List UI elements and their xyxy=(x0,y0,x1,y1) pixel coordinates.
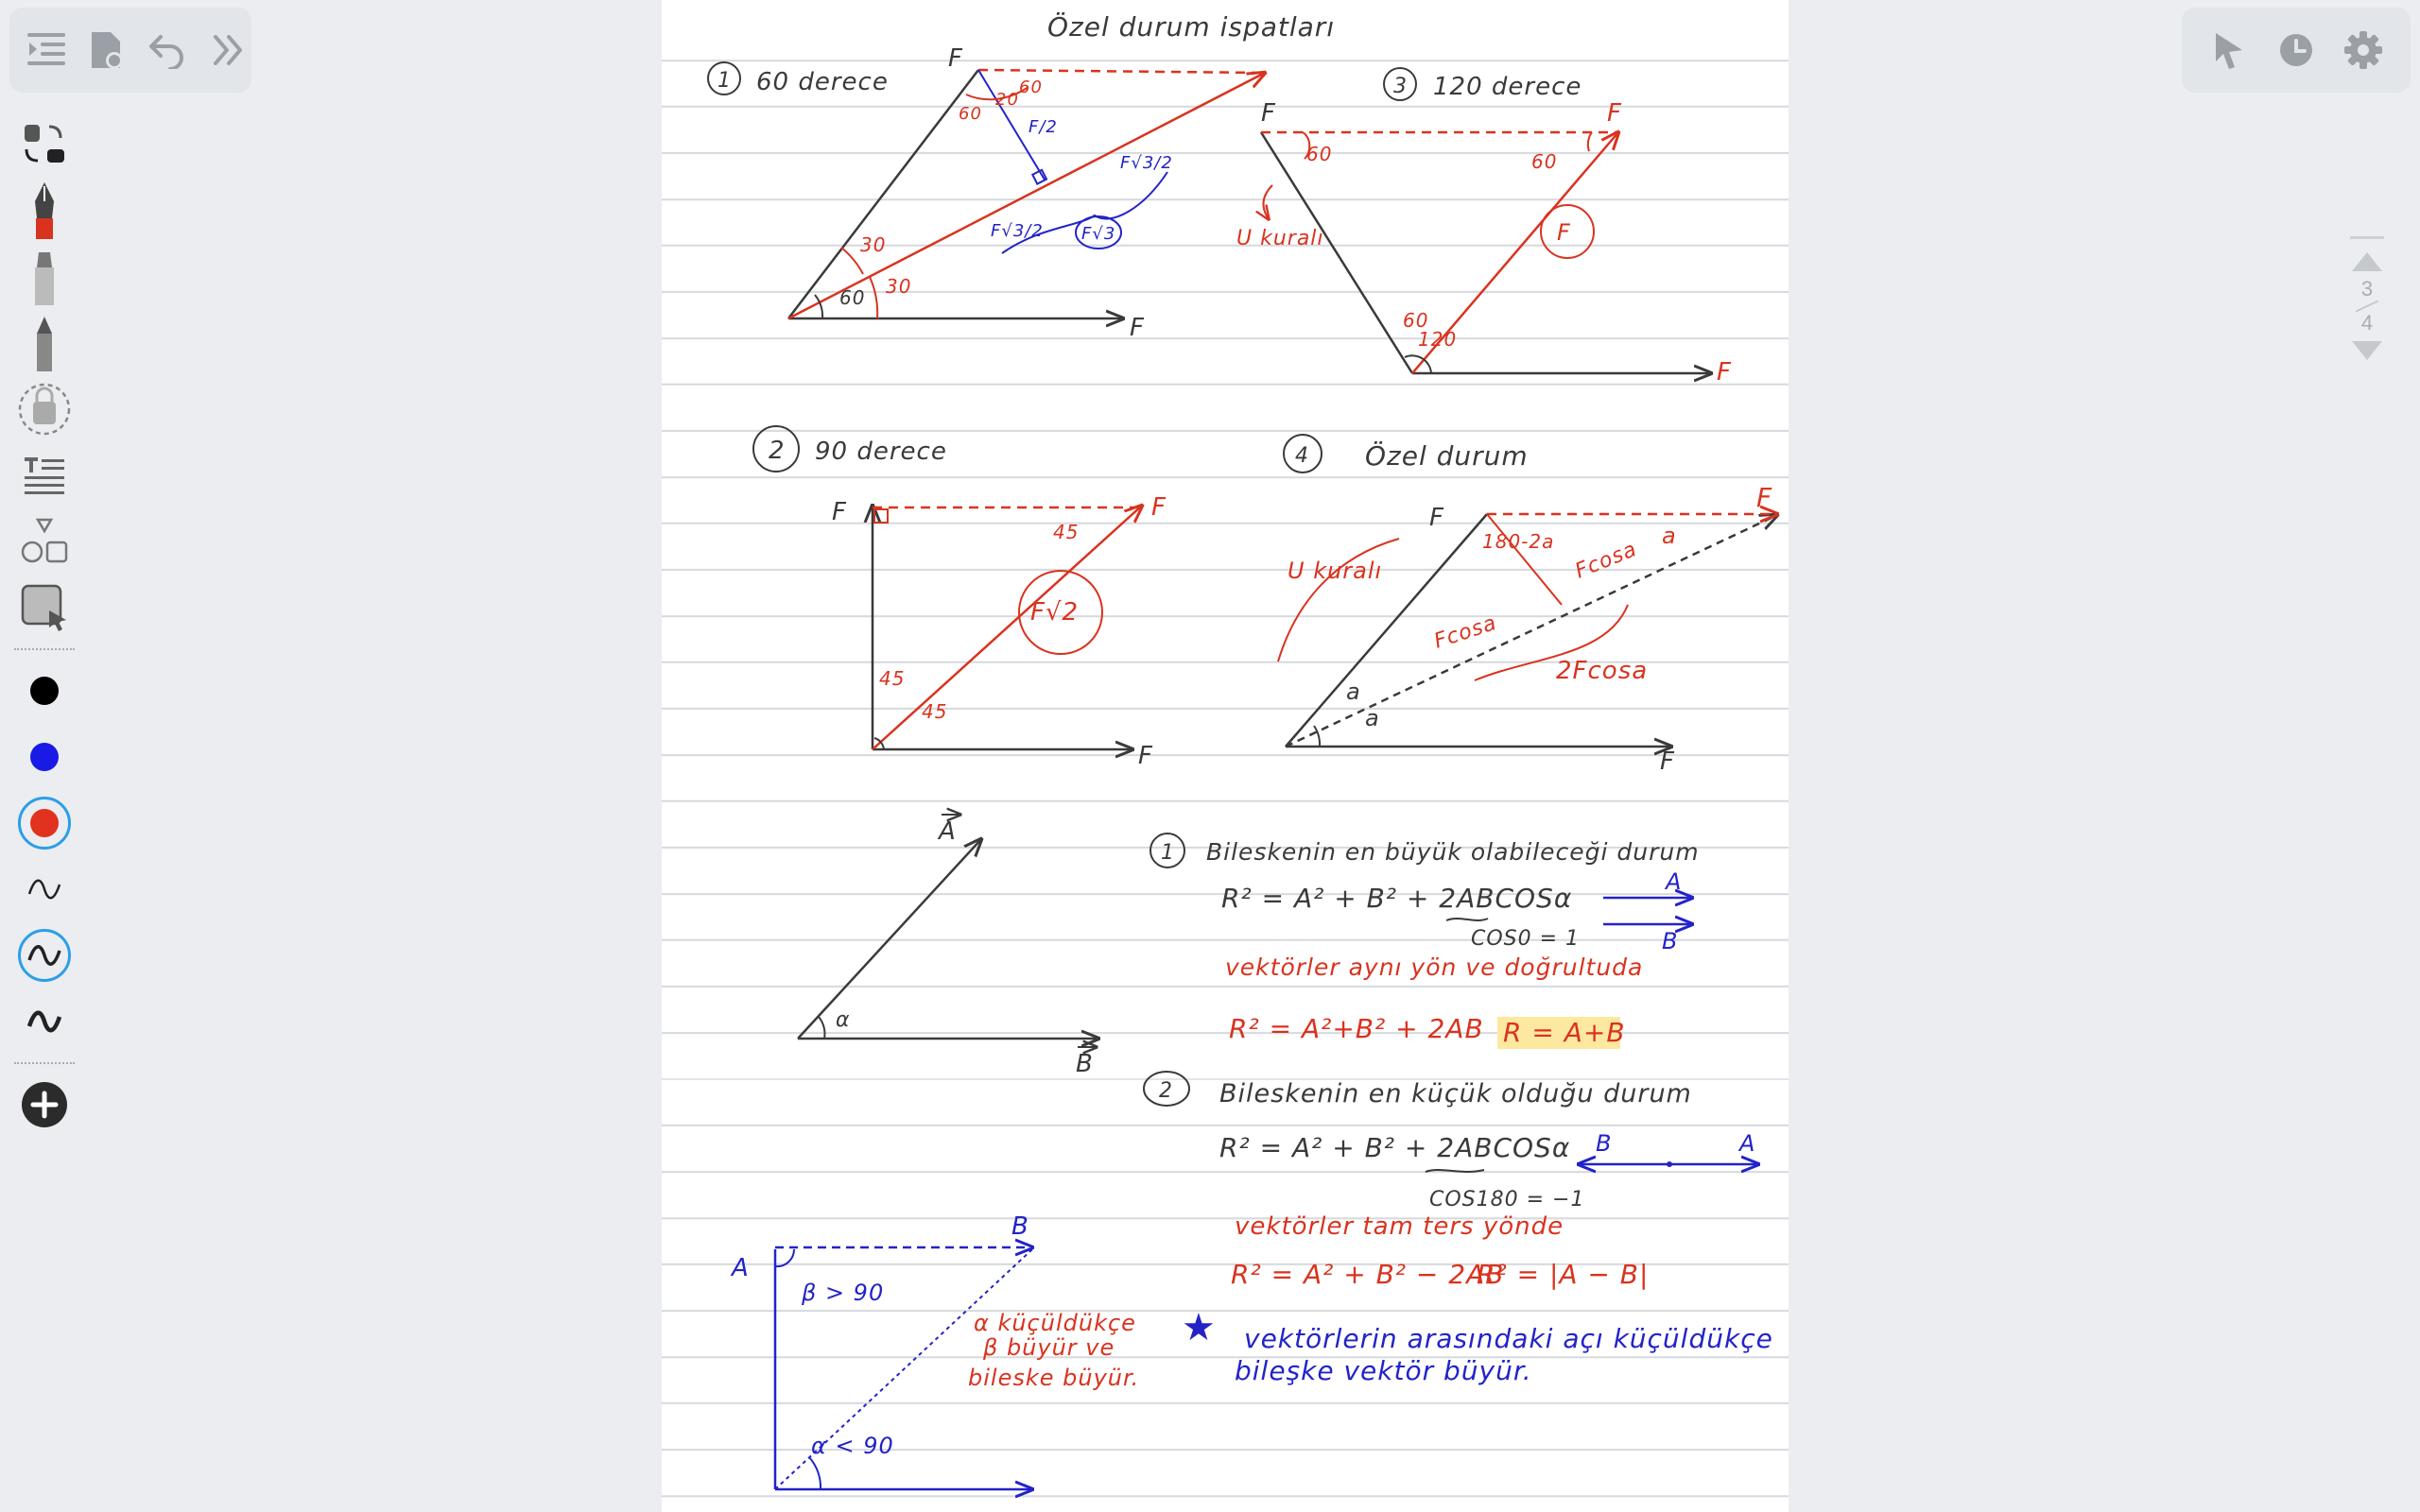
color-black-swatch[interactable] xyxy=(14,661,75,721)
tool-rail xyxy=(9,112,79,1512)
svg-text:B: B xyxy=(1011,1212,1029,1241)
svg-text:2Fcosa: 2Fcosa xyxy=(1556,657,1649,685)
svg-text:R = A+B: R = A+B xyxy=(1503,1017,1626,1048)
svg-text:30: 30 xyxy=(886,275,912,298)
svg-text:60: 60 xyxy=(959,104,982,124)
svg-text:vektörler tam ters yönde: vektörler tam ters yönde xyxy=(1235,1212,1564,1241)
svg-text:R² = A² + B² + 2ABCOSα: R² = A² + B² + 2ABCOSα xyxy=(1219,1132,1571,1163)
svg-text:1: 1 xyxy=(1161,841,1175,865)
svg-text:F: F xyxy=(1717,358,1732,387)
stroke-medium-icon[interactable] xyxy=(14,925,75,986)
current-page: 3 xyxy=(2360,277,2374,301)
svg-text:90 derece: 90 derece xyxy=(815,438,947,466)
total-pages: 4 xyxy=(2360,311,2374,335)
color-red-swatch[interactable] xyxy=(14,793,75,853)
svg-text:F√3/2: F√3/2 xyxy=(991,221,1044,241)
lasso-icon[interactable] xyxy=(14,379,75,439)
pointer-icon[interactable] xyxy=(2204,26,2254,75)
stroke-thin-icon[interactable] xyxy=(14,859,75,919)
expand-icon[interactable] xyxy=(204,26,251,75)
s1-heading: 60 derece xyxy=(756,68,889,96)
page-navigator xyxy=(2341,223,2394,403)
top-right-toolbar xyxy=(2182,8,2411,93)
handwritten-notes xyxy=(662,0,1789,1512)
case-max-resultant xyxy=(1150,833,1700,1049)
svg-text:bileşke vektör büyür.: bileşke vektör büyür. xyxy=(1235,1355,1532,1386)
svg-text:Fcosa: Fcosa xyxy=(1571,537,1641,584)
fountain-pen-icon[interactable] xyxy=(14,180,75,241)
svg-text:60: 60 xyxy=(839,286,866,309)
svg-text:F: F xyxy=(1557,219,1571,246)
svg-text:β büyür ve: β büyür ve xyxy=(983,1334,1115,1361)
svg-text:2: 2 xyxy=(769,437,786,465)
section-special-case xyxy=(1278,435,1777,776)
svg-text:β > 90: β > 90 xyxy=(802,1280,885,1306)
undo-icon[interactable] xyxy=(144,26,191,75)
svg-text:45: 45 xyxy=(1053,521,1080,543)
svg-text:F: F xyxy=(1151,493,1167,522)
history-icon[interactable] xyxy=(2272,26,2321,75)
svg-text:F/2: F/2 xyxy=(1028,117,1058,137)
svg-text:F√2: F√2 xyxy=(1030,598,1080,627)
note-title: Özel durum ispatları xyxy=(1047,11,1336,43)
svg-text:F: F xyxy=(1607,99,1622,128)
document-preview-icon[interactable] xyxy=(83,26,130,75)
color-blue-swatch[interactable] xyxy=(14,727,75,787)
svg-text:R² = A² + B² + 2ABCOSα: R² = A² + B² + 2ABCOSα xyxy=(1221,883,1573,914)
s1-number: 1 xyxy=(717,69,732,93)
page-nav-handle[interactable] xyxy=(2350,236,2384,239)
svg-text:2: 2 xyxy=(1159,1079,1173,1103)
svg-text:120 derece: 120 derece xyxy=(1433,73,1582,101)
s1-force-bottom: F xyxy=(1130,314,1145,342)
svg-text:R² = A² + B² − 2AB: R² = A² + B² − 2AB xyxy=(1231,1259,1505,1290)
rail-divider xyxy=(14,1062,75,1064)
svg-text:B: B xyxy=(1076,1050,1094,1078)
marker-icon[interactable] xyxy=(14,247,75,307)
page-down-icon[interactable] xyxy=(2350,337,2384,364)
shapes-icon[interactable] xyxy=(14,511,75,572)
stroke-thick-icon[interactable] xyxy=(14,991,75,1052)
svg-text:60: 60 xyxy=(1403,309,1429,332)
svg-text:COS0 = 1: COS0 = 1 xyxy=(1471,927,1581,951)
image-select-icon[interactable] xyxy=(14,577,75,638)
sidebar-toggle-icon[interactable] xyxy=(23,26,70,75)
section-60-degree xyxy=(708,44,1265,342)
notebook-page[interactable] xyxy=(662,0,1789,1512)
rail-divider xyxy=(14,648,75,650)
svg-text:A: A xyxy=(1666,868,1683,895)
svg-text:60: 60 xyxy=(1306,143,1333,165)
bottom-vector-diagram xyxy=(730,1212,1773,1489)
svg-text:4: 4 xyxy=(1295,444,1309,468)
svg-text:a: a xyxy=(1662,523,1677,549)
section-120-degree xyxy=(1236,68,1732,387)
svg-text:vektörler aynı yön ve doğrultu: vektörler aynı yön ve doğrultuda xyxy=(1225,954,1644,981)
svg-text:bileske büyür.: bileske büyür. xyxy=(968,1365,1140,1391)
svg-text:20: 20 xyxy=(995,90,1019,110)
svg-text:F: F xyxy=(832,498,847,526)
svg-text:vektörlerin arasındaki açı küç: vektörlerin arasındaki açı küçüldükçe xyxy=(1244,1323,1773,1354)
svg-text:α küçüldükçe: α küçüldükçe xyxy=(974,1310,1136,1336)
svg-text:U kuralı: U kuralı xyxy=(1288,558,1383,584)
top-left-toolbar xyxy=(9,8,251,93)
svg-text:F√3: F√3 xyxy=(1081,224,1116,244)
svg-text:45: 45 xyxy=(879,667,906,690)
svg-text:A: A xyxy=(1739,1130,1756,1157)
svg-text:α < 90: α < 90 xyxy=(811,1433,894,1459)
svg-text:60: 60 xyxy=(1531,150,1558,173)
svg-text:COS180 = −1: COS180 = −1 xyxy=(1429,1188,1585,1211)
vector-angle-diagram xyxy=(798,815,1098,1078)
svg-text:45: 45 xyxy=(922,700,948,723)
svg-text:B: B xyxy=(1596,1130,1613,1157)
svg-text:A: A xyxy=(939,817,957,846)
svg-text:F: F xyxy=(1138,742,1153,770)
svg-text:R² = A²+B² + 2AB: R² = A²+B² + 2AB xyxy=(1229,1013,1484,1044)
svg-text:F: F xyxy=(1756,482,1773,513)
svg-text:30: 30 xyxy=(860,233,887,256)
svg-text:180-2a: 180-2a xyxy=(1482,530,1555,553)
text-icon[interactable] xyxy=(14,445,75,506)
s1-force-top: F xyxy=(948,44,963,73)
svg-text:Bileskenin en küçük olduğu dur: Bileskenin en küçük olduğu durum xyxy=(1219,1079,1692,1108)
svg-text:B: B xyxy=(1662,928,1679,954)
svg-text:Bileskenin en büyük olabileceğ: Bileskenin en büyük olabileceği durum xyxy=(1206,838,1700,866)
svg-text:U kuralı: U kuralı xyxy=(1236,227,1324,250)
settings-icon[interactable] xyxy=(2339,26,2388,75)
page-up-icon[interactable] xyxy=(2350,249,2384,275)
svg-text:R² = |A − B|: R² = |A − B| xyxy=(1477,1259,1650,1290)
svg-text:a: a xyxy=(1346,679,1361,705)
svg-text:Fcosa: Fcosa xyxy=(1431,610,1500,654)
add-tool-icon[interactable] xyxy=(14,1074,75,1135)
svg-text:★: ★ xyxy=(1182,1306,1216,1349)
svg-text:F: F xyxy=(1660,747,1675,776)
svg-text:Özel durum: Özel durum xyxy=(1365,440,1529,472)
svg-text:A: A xyxy=(732,1254,750,1282)
svg-text:120: 120 xyxy=(1418,328,1458,351)
case-min-resultant xyxy=(1144,1072,1758,1290)
section-90-degree xyxy=(753,426,1167,770)
shape-convert-icon[interactable] xyxy=(14,114,75,175)
svg-text:60: 60 xyxy=(1019,77,1043,97)
svg-text:F√3/2: F√3/2 xyxy=(1120,153,1173,173)
svg-text:F: F xyxy=(1429,504,1444,532)
svg-text:F: F xyxy=(1261,99,1276,128)
svg-text:α: α xyxy=(836,1008,851,1032)
svg-text:3: 3 xyxy=(1393,75,1408,98)
pencil-icon[interactable] xyxy=(14,313,75,373)
svg-text:a: a xyxy=(1365,705,1380,731)
